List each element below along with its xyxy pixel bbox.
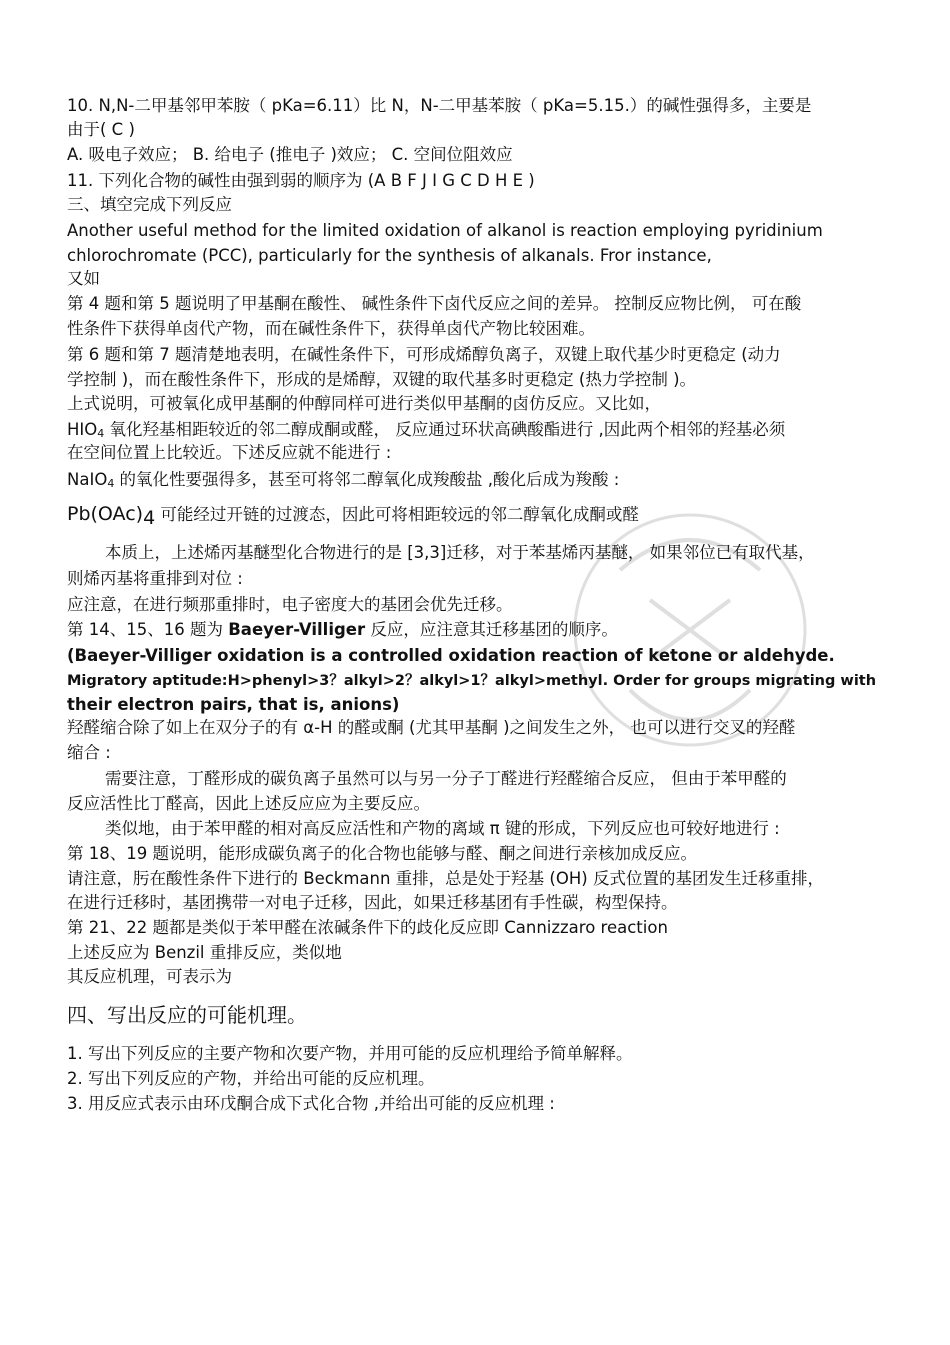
hio4-subscript: 4 bbox=[97, 427, 105, 440]
bv-line bbox=[67, 619, 618, 641]
q10-options: A. 吸电子效应； B. 给电子 (推电子 )效应； C. 空间位阻效应 bbox=[67, 145, 513, 164]
hio4-line2: 在空间位置上比较近。下述反应就不能进行 : bbox=[67, 443, 392, 462]
q2122-line: 第 21、22 题都是类似于苯甲醛在浓碱条件下的歧化反应即 Cannizzaro reaction bbox=[67, 918, 668, 937]
p45-line1: 第 4 题和第 5 题说明了甲基酮在酸性、 碱性条件下卤代反应之间的差异。 控制反应物比例， 可在酸 bbox=[67, 294, 802, 313]
beckmann-line2: 在进行迁移时，基团携带一对电子迁移，因此，如果迁移基团有手性碳，构型保持。 bbox=[67, 893, 678, 912]
oxidation-line: 上式说明，可被氧化成甲基酮的仲醇同样可进行类似甲基酮的卤仿反应。又比如， bbox=[67, 394, 661, 413]
q11-line: 11. 下列化合物的碱性由强到弱的顺序为 (A B F J I G C D H E ) bbox=[67, 171, 535, 190]
q10-line2: 由于( C ) bbox=[67, 120, 135, 139]
pinacol-line: 应注意，在进行频那重排时，电子密度大的基团会优先迁移。 bbox=[67, 595, 513, 614]
bv-prefix: 第 14、15、16 题为 bbox=[67, 620, 229, 639]
bv-suffix: 反应，应注意其迁移基团的顺序。 bbox=[365, 620, 618, 639]
pboac-text: 可能经过开链的过渡态，因此可将相距较远的邻二醇氧化成酮或醛 bbox=[155, 505, 639, 524]
q1819-line: 第 18、19 题说明，能形成碳负离子的化合物也能够与醛、酮之间进行亲核加成反应。 bbox=[67, 844, 697, 863]
section-4-heading: 四、写出反应的可能机理。 bbox=[67, 1003, 307, 1027]
bv-english-line2: Migratory aptitude:H>phenyl>3？alkyl>2？alkyl>1？alkyl>methyl. Order for groups migrating with bbox=[67, 673, 877, 689]
mechanism-line: 其反应机理，可表示为 bbox=[67, 967, 232, 986]
p67-line2: 学控制 )，而在酸性条件下，形成的是烯醇，双键的取代基多时更稳定 (热力学控制 )。 bbox=[67, 370, 697, 389]
english-line1: Another useful method for the limited oxidation of alkanol is reaction employing pyridinium bbox=[67, 221, 823, 240]
mechanism-q1: 1. 写出下列反应的主要产物和次要产物，并用可能的反应机理给予简单解释。 bbox=[67, 1044, 633, 1063]
youru-line: 又如 bbox=[67, 269, 100, 288]
bv-english-line1: (Baeyer-Villiger oxidation is a controlled oxidation reaction of ketone or aldehyde. bbox=[67, 646, 835, 665]
similar-line: 类似地，由于苯甲醛的相对高反应活性和产物的离域 π 键的形成，下列反应也可较好地进行 : bbox=[105, 819, 780, 838]
butanal-line2: 反应活性比丁醛高，因此上述反应应为主要反应。 bbox=[67, 794, 430, 813]
aldol-line2: 缩合 : bbox=[67, 743, 111, 762]
hio4-formula: HIO bbox=[67, 420, 98, 439]
mechanism-q2: 2. 写出下列反应的产物，并给出可能的反应机理。 bbox=[67, 1069, 435, 1088]
pboac-line bbox=[67, 503, 639, 529]
hio4-text: 氧化羟基相距较近的邻二醇成酮或醛， 反应通过环状高碘酸酯进行 ,因此两个相邻的羟基必须 bbox=[104, 420, 786, 439]
bv-name: Baeyer-Villiger bbox=[228, 620, 366, 639]
q10-line1: 10. N,N-二甲基邻甲苯胺（ pKa=6.11）比 N，N-二甲基苯胺（ pKa=5.15.）的碱性强得多，主要是 bbox=[67, 96, 812, 115]
butanal-line1: 需要注意，丁醛形成的碳负离子虽然可以与另一分子丁醛进行羟醛缩合反应， 但由于苯甲醛的 bbox=[105, 769, 787, 788]
claisen-line2: 则烯丙基将重排到对位 : bbox=[67, 569, 243, 588]
naio4-subscript: 4 bbox=[107, 477, 115, 490]
pboac-subscript: 4 bbox=[143, 507, 156, 529]
english-line2: chlorochromate (PCC), particularly for the synthesis of alkanals. Fror instance, bbox=[67, 246, 712, 265]
benzil-line: 上述反应为 Benzil 重排反应，类似地 bbox=[67, 943, 342, 962]
mechanism-q3: 3. 用反应式表示由环戊酮合成下式化合物 ,并给出可能的反应机理 : bbox=[67, 1094, 555, 1113]
pboac-formula: Pb(OAc) bbox=[67, 503, 144, 525]
aldol-line1: 羟醛缩合除了如上在双分子的有 α-H 的醛或酮 (尤其甲基酮 )之间发生之外， 也可以进行交叉的羟醛 bbox=[67, 718, 796, 737]
bv-english-line3: their electron pairs, that is, anions) bbox=[67, 695, 400, 714]
claisen-line1: 本质上，上述烯丙基醚型化合物进行的是 [3,3]迁移，对于苯基烯丙基醚， 如果邻位已有取代基， bbox=[105, 543, 815, 562]
naio4-text: 的氧化性要强得多，甚至可将邻二醇氧化成羧酸盐 ,酸化后成为羧酸 : bbox=[114, 470, 620, 489]
p45-line2: 性条件下获得单卤代产物，而在碱性条件下，获得单卤代产物比较困难。 bbox=[67, 319, 595, 338]
beckmann-line1: 请注意，肟在酸性条件下进行的 Beckmann 重排，总是处于羟基 (OH) 反式位置的基团发生迁移重排， bbox=[67, 869, 824, 888]
p67-line1: 第 6 题和第 7 题清楚地表明，在碱性条件下，可形成烯醇负离子，双键上取代基少时更稳定 (动力 bbox=[67, 345, 781, 364]
section-3-heading: 三、填空完成下列反应 bbox=[67, 195, 232, 214]
naio4-formula: NaIO bbox=[67, 470, 108, 489]
naio4-line bbox=[67, 469, 619, 495]
